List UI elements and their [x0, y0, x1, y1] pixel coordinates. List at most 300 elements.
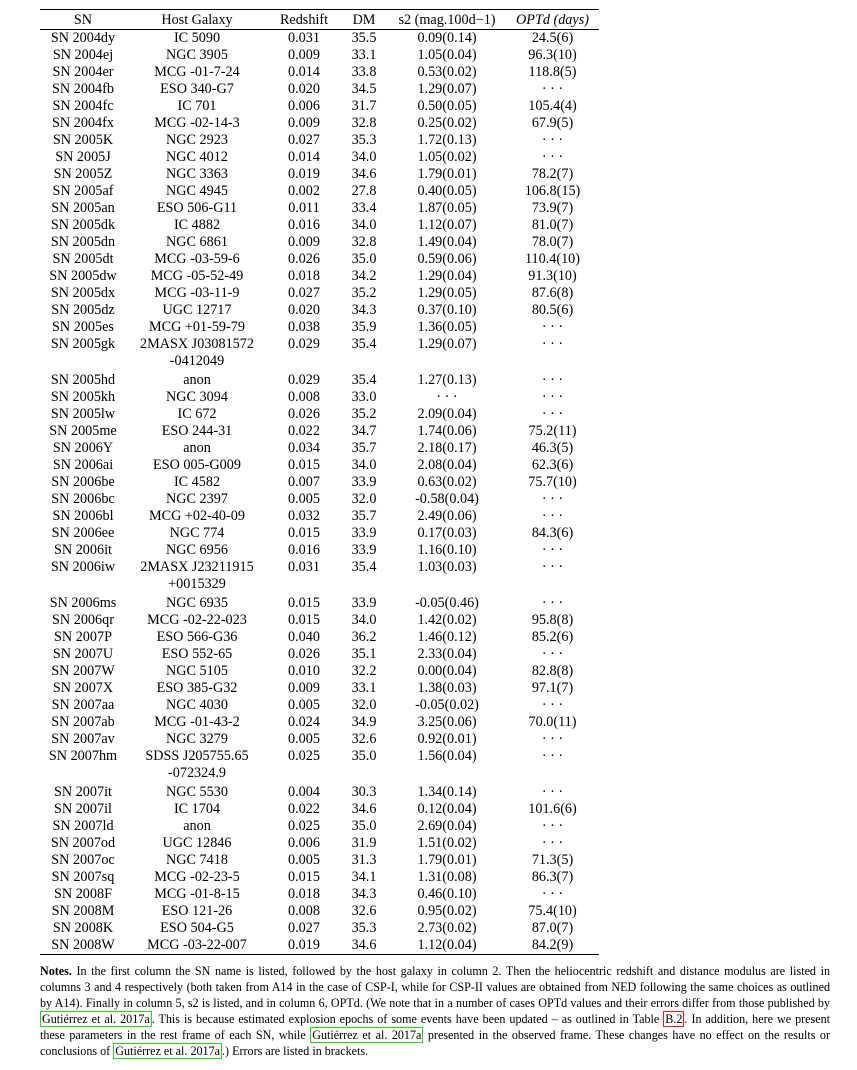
- cell-optd: · · ·: [541, 491, 564, 507]
- cell-sn: SN 2008F: [54, 886, 112, 902]
- cell-s2: 1.27(0.13): [417, 372, 477, 388]
- cell-dm: 35.5: [351, 30, 377, 46]
- cell-dm: 34.3: [351, 302, 377, 318]
- table-row: [40, 234, 599, 251]
- cell-s2: 1.87(0.05): [417, 200, 477, 216]
- cell-host-galaxy: UGC 12717: [162, 302, 232, 318]
- cell-optd: [506, 765, 599, 782]
- cell-sn: [40, 765, 126, 782]
- cell-s2: 2.33(0.04): [417, 646, 477, 662]
- cell-redshift: 0.014: [288, 149, 320, 165]
- cell-sn: SN 2005me: [49, 423, 117, 439]
- cell-optd: · · ·: [541, 372, 564, 388]
- cell-host-galaxy: NGC 6861: [166, 234, 228, 250]
- cell-s2: 1.36(0.05): [417, 319, 477, 335]
- cell-optd: · · ·: [541, 559, 564, 575]
- cell-s2: 1.16(0.10): [417, 542, 477, 558]
- cell-optd: 78.0(7): [531, 234, 574, 250]
- header-dm: DM: [340, 10, 388, 30]
- cell-s2: 0.40(0.05): [417, 183, 477, 199]
- cell-optd: 87.0(7): [531, 920, 574, 936]
- table-body: [40, 30, 599, 955]
- cell-redshift: 0.040: [288, 629, 320, 645]
- cell-redshift: 0.016: [288, 542, 320, 558]
- cell-optd: · · ·: [541, 389, 564, 405]
- table-row: [40, 818, 599, 835]
- cell-redshift: 0.022: [288, 423, 320, 439]
- cell-host-galaxy: ESO 005-G009: [153, 457, 241, 473]
- cell-redshift: 0.016: [288, 217, 320, 233]
- cell-dm: 32.6: [351, 731, 377, 747]
- cell-sn: SN 2004dy: [50, 30, 116, 46]
- cell-host-galaxy: -0412049: [169, 353, 225, 369]
- cell-dm: 32.8: [351, 115, 377, 131]
- cell-dm: 33.9: [351, 595, 377, 611]
- table-row: [40, 612, 599, 629]
- cell-host-galaxy: -072324.9: [168, 765, 226, 781]
- cell-redshift: 0.027: [288, 132, 320, 148]
- table-row: [40, 406, 599, 423]
- cell-sn: SN 2007W: [51, 663, 115, 679]
- cell-redshift: 0.029: [288, 336, 320, 352]
- cell-host-galaxy: 2MASX J03081572: [140, 336, 254, 352]
- citation-link-2[interactable]: Gutiérrez et al. 2017a: [312, 1028, 422, 1042]
- cell-dm: 35.7: [351, 508, 377, 524]
- table-row: [40, 491, 599, 508]
- cell-redshift: 0.020: [288, 302, 320, 318]
- table-row: [40, 508, 599, 525]
- cell-optd: 78.2(7): [531, 166, 574, 182]
- cell-redshift: 0.009: [288, 680, 320, 696]
- cell-redshift: 0.025: [288, 818, 320, 834]
- cell-host-galaxy: NGC 774: [169, 525, 225, 541]
- cell-redshift: [268, 353, 340, 370]
- cell-host-galaxy: MCG -02-22-023: [147, 612, 247, 628]
- cell-host-galaxy: IC 5090: [173, 30, 221, 46]
- cell-redshift: [268, 765, 340, 782]
- cell-s2: 1.29(0.07): [417, 81, 477, 97]
- table-row-continuation: [40, 765, 599, 782]
- cell-host-galaxy: +0015329: [168, 576, 226, 592]
- cell-sn: SN 2006ee: [51, 525, 115, 541]
- cell-dm: 34.2: [351, 268, 377, 284]
- cell-optd: · · ·: [541, 542, 564, 558]
- cell-redshift: 0.006: [288, 835, 320, 851]
- cell-optd: 80.5(6): [531, 302, 574, 318]
- header-host-galaxy: Host Galaxy: [126, 10, 268, 30]
- table-row: [40, 593, 599, 612]
- cell-host-galaxy: SDSS J205755.65: [145, 748, 249, 764]
- table-row-continuation: [40, 353, 599, 370]
- cell-redshift: 0.007: [288, 474, 320, 490]
- cell-host-galaxy: 2MASX J23211915: [140, 559, 254, 575]
- citation-link-1[interactable]: Gutiérrez et al. 2017a: [42, 1012, 150, 1026]
- cell-optd: 62.3(6): [531, 457, 574, 473]
- cell-optd: · · ·: [541, 784, 564, 800]
- table-row: [40, 149, 599, 166]
- cell-optd: · · ·: [541, 697, 564, 713]
- cell-redshift: 0.024: [288, 714, 320, 730]
- cell-dm: 35.2: [351, 285, 377, 301]
- cell-host-galaxy: MCG -02-14-3: [154, 115, 240, 131]
- cell-redshift: 0.026: [288, 251, 320, 267]
- cell-optd: 73.9(7): [531, 200, 574, 216]
- cell-s2: 1.29(0.05): [417, 285, 477, 301]
- cell-s2: 0.09(0.14): [417, 30, 477, 46]
- table-row: [40, 629, 599, 646]
- cell-dm: 35.0: [351, 818, 377, 834]
- cell-dm: 35.4: [351, 336, 377, 352]
- cell-host-galaxy: MCG -03-59-6: [154, 251, 240, 267]
- cell-redshift: 0.002: [288, 183, 320, 199]
- cell-s2: 0.63(0.02): [417, 474, 477, 490]
- cell-host-galaxy: NGC 3363: [166, 166, 228, 182]
- cell-sn: SN 2007oc: [51, 852, 115, 868]
- cell-dm: 31.3: [351, 852, 377, 868]
- cell-redshift: 0.005: [288, 852, 320, 868]
- cell-s2: -0.05(0.02): [415, 697, 479, 713]
- cell-sn: SN 2007il: [54, 801, 112, 817]
- cell-optd: [506, 576, 599, 593]
- cell-s2: 1.31(0.08): [417, 869, 477, 885]
- table-row: [40, 525, 599, 542]
- cell-s2: 1.56(0.04): [417, 748, 477, 764]
- cell-host-galaxy: MCG -03-11-9: [154, 285, 240, 301]
- cell-host-galaxy: MCG -03-22-007: [126, 937, 268, 955]
- cell-optd: 86.3(7): [531, 869, 574, 885]
- cell-redshift: 0.038: [288, 319, 320, 335]
- table-row: [40, 559, 599, 576]
- cell-host-galaxy: IC 1704: [173, 801, 221, 817]
- cell-sn: SN 2005af: [52, 183, 114, 199]
- cell-redshift: 0.014: [288, 64, 320, 80]
- notes-label: Notes.: [40, 964, 72, 978]
- cell-host-galaxy: NGC 3279: [166, 731, 228, 747]
- cell-host-galaxy: ESO 340-G7: [160, 81, 234, 97]
- cell-s2: 1.79(0.01): [417, 166, 477, 182]
- table-row: [40, 336, 599, 353]
- cell-s2: -0.58(0.04): [415, 491, 479, 507]
- cell-sn: SN 2007it: [54, 784, 112, 800]
- cell-dm: 35.3: [351, 132, 377, 148]
- cell-optd: · · ·: [541, 886, 564, 902]
- cell-optd: · · ·: [541, 731, 564, 747]
- cell-optd: · · ·: [541, 508, 564, 524]
- cell-sn: SN 2006be: [51, 474, 115, 490]
- table-reference-link[interactable]: B.2: [665, 1012, 683, 1026]
- cell-sn: SN 2007P: [54, 629, 112, 645]
- cell-host-galaxy: UGC 12846: [162, 835, 232, 851]
- cell-host-galaxy: ESO 552-65: [161, 646, 233, 662]
- cell-redshift: 0.019: [268, 937, 340, 955]
- table-row: [40, 200, 599, 217]
- cell-dm: 34.9: [351, 714, 377, 730]
- supernova-table: [40, 9, 599, 955]
- cell-s2: 1.05(0.04): [417, 47, 477, 63]
- cell-host-galaxy: NGC 7418: [166, 852, 228, 868]
- cell-sn: SN 2008K: [52, 920, 114, 936]
- cell-s2: 1.42(0.02): [417, 612, 477, 628]
- cell-dm: [340, 353, 388, 370]
- cell-sn: SN 2005dn: [50, 234, 116, 250]
- table-row: [40, 217, 599, 234]
- cell-dm: 32.0: [351, 697, 377, 713]
- header-redshift: Redshift: [268, 10, 340, 30]
- cell-s2: 1.38(0.03): [417, 680, 477, 696]
- cell-sn: SN 2005J: [55, 149, 111, 165]
- cell-optd: 75.2(11): [528, 423, 577, 439]
- table-row: [40, 166, 599, 183]
- cell-s2: 0.12(0.04): [417, 801, 477, 817]
- cell-optd: 70.0(11): [528, 714, 577, 730]
- cell-optd: · · ·: [541, 595, 564, 611]
- cell-dm: 27.8: [351, 183, 377, 199]
- cell-optd: 84.3(6): [531, 525, 574, 541]
- cell-host-galaxy: ESO 244-31: [161, 423, 233, 439]
- cell-dm: 32.8: [351, 234, 377, 250]
- header-s2: s2 (mag.100d−1): [388, 10, 506, 30]
- table-row: [40, 852, 599, 869]
- cell-sn: SN 2006ms: [49, 595, 117, 611]
- cell-dm: 33.9: [351, 525, 377, 541]
- cell-optd: 81.0(7): [531, 217, 574, 233]
- cell-redshift: 0.008: [288, 389, 320, 405]
- cell-redshift: 0.032: [288, 508, 320, 524]
- cell-host-galaxy: NGC 4012: [166, 149, 228, 165]
- cell-dm: 35.1: [351, 646, 377, 662]
- cell-dm: 36.2: [351, 629, 377, 645]
- cell-optd: 67.9(5): [531, 115, 574, 131]
- table-row: [40, 835, 599, 852]
- cell-dm: 35.9: [351, 319, 377, 335]
- cell-sn: SN 2005dt: [52, 251, 114, 267]
- cell-redshift: 0.004: [288, 784, 320, 800]
- cell-s2: 0.25(0.02): [417, 115, 477, 131]
- cell-redshift: 0.006: [288, 98, 320, 114]
- cell-optd: 75.7(10): [528, 474, 577, 490]
- cell-redshift: 0.031: [288, 30, 320, 46]
- cell-s2: 2.18(0.17): [417, 440, 477, 456]
- table-row: [40, 886, 599, 903]
- cell-host-galaxy: anon: [183, 440, 211, 456]
- cell-sn: SN 2007ld: [52, 818, 114, 834]
- cell-optd: [506, 353, 599, 370]
- cell-s2: 1.12(0.04): [388, 937, 506, 955]
- cell-dm: 32.6: [351, 903, 377, 919]
- cell-s2: 1.51(0.02): [417, 835, 477, 851]
- cell-host-galaxy: MCG -01-8-15: [154, 886, 240, 902]
- cell-sn: SN 2005dx: [50, 285, 116, 301]
- cell-optd: 75.4(10): [528, 903, 577, 919]
- cell-dm: 33.1: [351, 47, 377, 63]
- cell-sn: SN 2006iw: [50, 559, 116, 575]
- cell-s2: 1.29(0.04): [417, 268, 477, 284]
- notes-text-4: presented in the observed frame. These changes have no effect on the results or conclusions of: [40, 1028, 831, 1058]
- cell-dm: 34.5: [351, 81, 377, 97]
- cell-redshift: 0.005: [288, 697, 320, 713]
- cell-redshift: 0.029: [288, 372, 320, 388]
- cell-optd: · · ·: [541, 319, 564, 335]
- cell-s2: 0.95(0.02): [417, 903, 477, 919]
- cell-optd: · · ·: [541, 818, 564, 834]
- cell-optd: 71.3(5): [531, 852, 574, 868]
- cell-optd: 82.8(8): [531, 663, 574, 679]
- table-row: [40, 98, 599, 115]
- cell-optd: · · ·: [541, 406, 564, 422]
- table-row: [40, 183, 599, 200]
- cell-sn: SN 2008W: [40, 937, 126, 955]
- cell-sn: SN 2006bl: [52, 508, 114, 524]
- cell-s2: 2.73(0.02): [417, 920, 477, 936]
- cell-sn: SN 2005dz: [51, 302, 115, 318]
- cell-dm: 33.9: [351, 542, 377, 558]
- cell-optd: · · ·: [541, 748, 564, 764]
- cell-host-galaxy: NGC 6935: [166, 595, 228, 611]
- cell-dm: [340, 576, 388, 593]
- cell-host-galaxy: NGC 4030: [166, 697, 228, 713]
- table-row: [40, 903, 599, 920]
- cell-sn: SN 2005Z: [53, 166, 113, 182]
- cell-host-galaxy: ESO 385-G32: [156, 680, 238, 696]
- cell-s2: 1.46(0.12): [417, 629, 477, 645]
- cell-optd: · · ·: [541, 336, 564, 352]
- table-row: [40, 370, 599, 389]
- cell-host-galaxy: NGC 3905: [166, 47, 228, 63]
- cell-optd: 24.5(6): [531, 30, 574, 46]
- cell-dm: 35.2: [351, 406, 377, 422]
- cell-redshift: 0.027: [288, 285, 320, 301]
- cell-dm: 31.7: [351, 98, 377, 114]
- cell-optd: · · ·: [541, 149, 564, 165]
- cell-sn: SN 2004fb: [52, 81, 114, 97]
- table-row: [40, 542, 599, 559]
- cell-redshift: 0.025: [288, 748, 320, 764]
- cell-host-galaxy: MCG -05-52-49: [150, 268, 244, 284]
- cell-dm: 33.9: [351, 474, 377, 490]
- cell-sn: SN 2007od: [50, 835, 116, 851]
- cell-s2: 0.00(0.04): [417, 663, 477, 679]
- table-row: [40, 285, 599, 302]
- cell-redshift: 0.009: [288, 115, 320, 131]
- cell-sn: SN 2005kh: [50, 389, 116, 405]
- cell-optd: · · ·: [541, 132, 564, 148]
- cell-dm: 32.2: [351, 663, 377, 679]
- cell-redshift: 0.026: [288, 406, 320, 422]
- cell-optd: 96.3(10): [528, 47, 577, 63]
- cell-sn: SN 2006it: [54, 542, 112, 558]
- cell-sn: SN 2006ai: [52, 457, 114, 473]
- cell-dm: 33.4: [351, 200, 377, 216]
- cell-s2: 0.50(0.05): [417, 98, 477, 114]
- cell-s2: 0.17(0.03): [417, 525, 477, 541]
- cell-host-galaxy: ESO 566-G36: [156, 629, 238, 645]
- cell-redshift: 0.019: [288, 166, 320, 182]
- cell-redshift: 0.015: [288, 457, 320, 473]
- cell-sn: SN 2007sq: [51, 869, 115, 885]
- table-row: [40, 47, 599, 64]
- cell-redshift: 0.018: [288, 886, 320, 902]
- cell-sn: SN 2005dw: [49, 268, 117, 284]
- cell-dm: 34.1: [351, 869, 377, 885]
- cell-host-galaxy: NGC 4945: [166, 183, 228, 199]
- cell-redshift: [268, 576, 340, 593]
- cell-host-galaxy: NGC 6956: [166, 542, 228, 558]
- cell-dm: 34.0: [351, 217, 377, 233]
- cell-sn: SN 2007U: [52, 646, 114, 662]
- cell-redshift: 0.034: [288, 440, 320, 456]
- table-row: [40, 440, 599, 457]
- cell-s2: 2.09(0.04): [417, 406, 477, 422]
- cell-host-galaxy: IC 701: [177, 98, 217, 114]
- cell-s2: 1.03(0.03): [417, 559, 477, 575]
- cell-optd: · · ·: [541, 646, 564, 662]
- cell-dm: 34.0: [351, 457, 377, 473]
- cell-s2: [388, 765, 506, 782]
- table-row: [40, 251, 599, 268]
- cell-s2: 1.05(0.02): [417, 149, 477, 165]
- cell-s2: 0.59(0.06): [417, 251, 477, 267]
- cell-redshift: 0.015: [288, 595, 320, 611]
- cell-dm: 34.0: [351, 612, 377, 628]
- cell-sn: SN 2007ab: [51, 714, 115, 730]
- cell-dm: 33.0: [351, 389, 377, 405]
- table-row: [40, 81, 599, 98]
- header-optd: OPTd (days): [506, 10, 599, 30]
- cell-redshift: 0.020: [288, 81, 320, 97]
- header-sn: SN: [40, 10, 126, 30]
- cell-optd: 85.2(6): [531, 629, 574, 645]
- cell-sn: SN 2005K: [52, 132, 114, 148]
- table-row: [40, 697, 599, 714]
- cell-dm: 33.1: [351, 680, 377, 696]
- cell-optd: 110.4(10): [524, 251, 581, 267]
- cell-host-galaxy: MCG -02-23-5: [154, 869, 240, 885]
- cell-s2: 0.92(0.01): [417, 731, 477, 747]
- cell-dm: 35.3: [351, 920, 377, 936]
- cell-s2: 1.12(0.07): [417, 217, 477, 233]
- cell-s2: 0.37(0.10): [417, 302, 477, 318]
- cell-optd: 106.8(15): [524, 183, 581, 199]
- cell-s2: 2.08(0.04): [417, 457, 477, 473]
- cell-dm: 35.0: [351, 251, 377, 267]
- cell-dm: 32.0: [351, 491, 377, 507]
- cell-sn: SN 2007hm: [48, 748, 118, 764]
- cell-redshift: 0.008: [288, 903, 320, 919]
- cell-s2: 0.46(0.10): [417, 886, 477, 902]
- table-row: [40, 680, 599, 697]
- cell-redshift: 0.015: [288, 612, 320, 628]
- cell-s2: 1.72(0.13): [417, 132, 477, 148]
- cell-host-galaxy: MCG +02-40-09: [149, 508, 245, 524]
- citation-link-3[interactable]: Gutiérrez et al. 2017a: [115, 1044, 220, 1058]
- cell-sn: SN 2007av: [51, 731, 115, 747]
- notes-text-5: .) Errors are listed in brackets.: [222, 1044, 369, 1058]
- cell-optd: 118.8(5): [528, 64, 577, 80]
- cell-host-galaxy: NGC 5105: [166, 663, 228, 679]
- table-row: [40, 302, 599, 319]
- table-row: [40, 782, 599, 801]
- table-row: [40, 132, 599, 149]
- cell-redshift: 0.009: [288, 47, 320, 63]
- cell-s2: [388, 353, 506, 370]
- cell-s2: [388, 576, 506, 593]
- cell-sn: SN 2008M: [51, 903, 115, 919]
- cell-sn: SN 2005lw: [50, 406, 116, 422]
- cell-redshift: 0.009: [288, 234, 320, 250]
- cell-host-galaxy: NGC 5530: [166, 784, 228, 800]
- table-notes: [40, 963, 830, 1059]
- notes-text-2: . This is because estimated explosion epochs of some events have been updated – as outlined in Table: [151, 1012, 664, 1026]
